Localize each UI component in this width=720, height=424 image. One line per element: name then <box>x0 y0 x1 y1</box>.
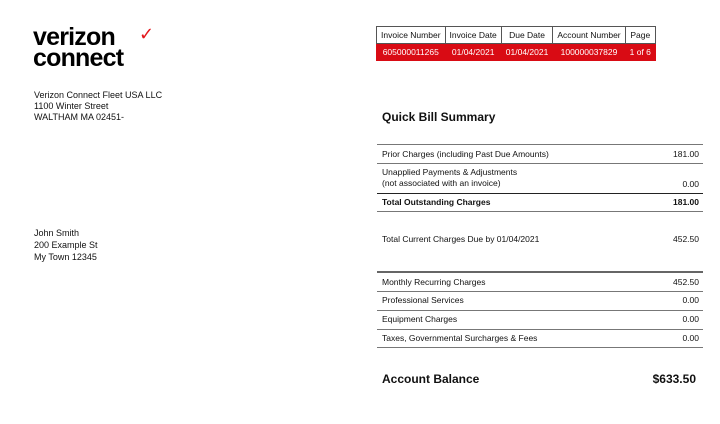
summary-row-professional-services <box>377 291 703 310</box>
verizon-connect-logo <box>33 23 155 72</box>
row-label: Equipment Charges <box>382 314 458 324</box>
row-label: Prior Charges (including Past Due Amounts) <box>382 149 549 159</box>
header-account-number: Account Number <box>553 27 625 44</box>
header-invoice-date: Invoice Date <box>445 27 501 44</box>
quick-bill-summary-title: Quick Bill Summary <box>382 110 496 124</box>
summary-row-equipment-charges <box>377 310 703 329</box>
header-page: Page <box>625 27 655 44</box>
invoice-meta-table <box>376 26 656 61</box>
sender-line: WALTHAM MA 02451- <box>34 112 125 122</box>
invoice-number-value: 605000011265 <box>377 44 446 61</box>
row-label: Professional Services <box>382 295 464 305</box>
page-value: 1 of 6 <box>625 44 655 61</box>
logo-word-verizon: verizon <box>33 23 115 51</box>
sender-line: Verizon Connect Fleet USA LLC <box>34 90 163 100</box>
header-invoice-number: Invoice Number <box>377 27 446 44</box>
summary-row-taxes <box>377 329 703 348</box>
invoice-meta-value-row <box>377 44 656 61</box>
row-label: Monthly Recurring Charges <box>382 277 486 287</box>
sender-address <box>34 90 162 123</box>
row-amount: 0.00 <box>682 295 699 305</box>
logo-word-connect: connect <box>33 44 124 72</box>
sender-line: 1100 Winter Street <box>34 101 109 111</box>
recipient-line: John Smith <box>34 228 80 238</box>
row-label-note: (not associated with an invoice) <box>382 178 501 188</box>
row-label: Total Outstanding Charges <box>382 197 491 207</box>
summary-row-prior-charges <box>377 144 703 163</box>
row-label: Taxes, Governmental Surcharges & Fees <box>382 333 538 343</box>
row-amount: 0.00 <box>682 314 699 324</box>
invoice-date-value: 01/04/2021 <box>445 44 501 61</box>
due-date-value: 01/04/2021 <box>501 44 553 61</box>
summary-row-unapplied-payments <box>377 163 703 193</box>
row-amount: 452.50 <box>673 277 699 287</box>
row-label: Total Current Charges Due by 01/04/2021 <box>382 234 540 244</box>
account-balance-amount: $633.50 <box>652 372 696 386</box>
invoice-meta-header-row <box>377 27 656 44</box>
logo-check-icon: ✓ <box>139 24 155 44</box>
bill-summary-table <box>377 144 703 348</box>
account-number-value: 100000037829 <box>553 44 625 61</box>
row-amount: 181.00 <box>673 197 699 207</box>
recipient-line: My Town 12345 <box>34 252 97 262</box>
header-due-date: Due Date <box>501 27 553 44</box>
recipient-address <box>34 227 98 263</box>
row-label: Unapplied Payments & Adjustments <box>382 167 518 177</box>
summary-row-total-outstanding <box>377 193 703 211</box>
summary-row-total-current <box>377 211 703 271</box>
summary-row-monthly-recurring <box>377 271 703 291</box>
account-balance-label: Account Balance <box>382 372 480 386</box>
row-amount: 452.50 <box>673 234 699 244</box>
recipient-line: 200 Example St <box>34 240 98 250</box>
account-balance <box>382 372 696 386</box>
row-amount: 181.00 <box>673 149 699 159</box>
row-amount: 0.00 <box>682 333 699 343</box>
row-amount: 0.00 <box>682 179 699 189</box>
